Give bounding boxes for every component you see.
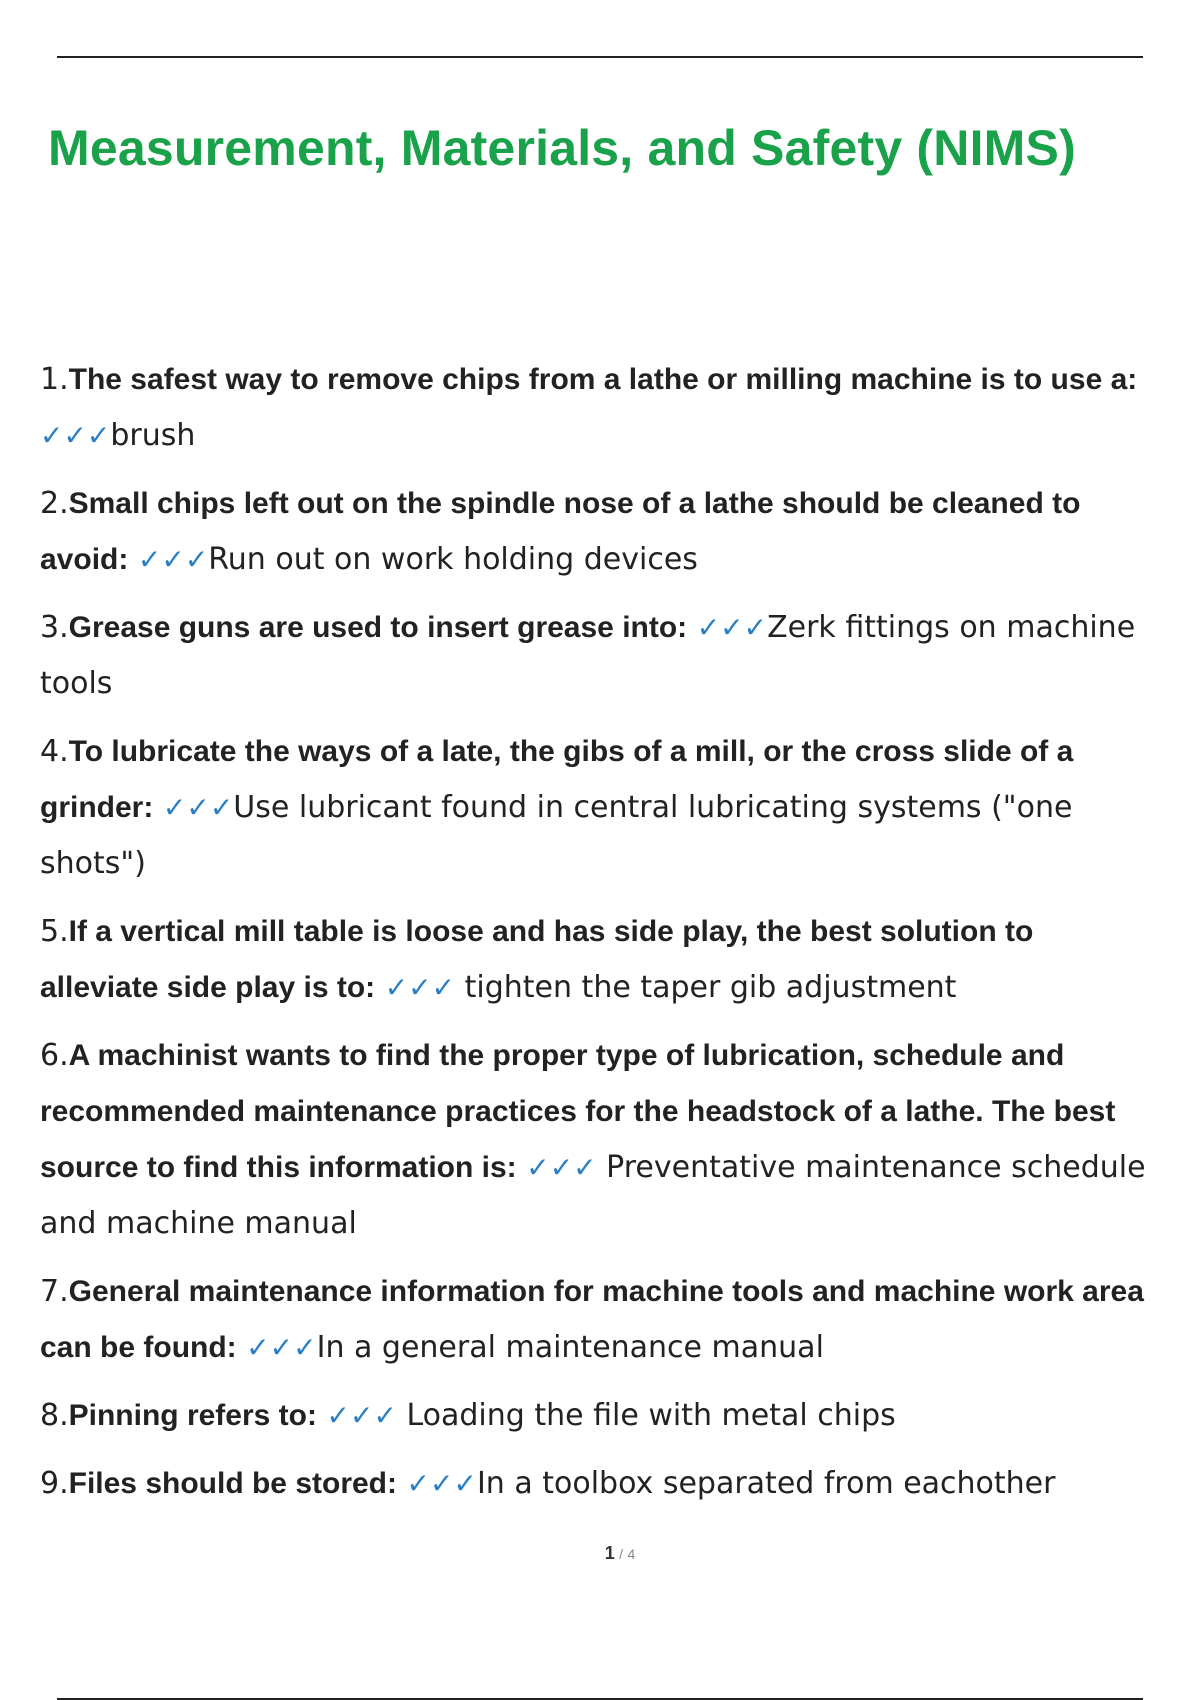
list-item: [40, 1264, 1160, 1376]
item-number: 1.: [40, 362, 69, 397]
question-text: Grease guns are used to insert grease into:: [68, 611, 688, 644]
question-text: A machinist wants to find the proper type of lubrication, schedule and recommended maintenance practices for the headstock of a lathe. The best source to find this information is:: [40, 1039, 1116, 1184]
answer-text: In a toolbox separated from eachother: [476, 1466, 1056, 1501]
question-list: [40, 352, 1160, 1524]
question-text: The safest way to remove chips from a lathe or milling machine is to use a:: [68, 363, 1138, 396]
answer-text: tighten the taper gib adjustment: [455, 970, 957, 1005]
list-item: [40, 476, 1160, 588]
list-item: [40, 600, 1160, 712]
question-text: To lubricate the ways of a late, the gibs of a mill, or the cross slide of a grinder:: [40, 735, 1074, 824]
question-text: If a vertical mill table is loose and has side play, the best solution to alleviate side play is to:: [40, 915, 1034, 1004]
check-marks-icon: ✓✓✓: [137, 543, 209, 576]
check-marks-icon: ✓✓✓: [162, 791, 234, 824]
list-item: [40, 724, 1160, 892]
item-number: 5.: [40, 914, 69, 949]
list-item: [40, 1028, 1160, 1252]
page-separator: /: [619, 1546, 624, 1562]
question-text: Files should be stored:: [68, 1467, 397, 1500]
item-number: 7.: [40, 1274, 69, 1309]
check-marks-icon: ✓✓✓: [696, 611, 768, 644]
question-text: Small chips left out on the spindle nose of a lathe should be cleaned to avoid:: [40, 487, 1081, 576]
check-marks-icon: ✓✓✓: [326, 1399, 397, 1432]
list-item: [40, 1388, 1160, 1444]
check-marks-icon: ✓✓✓: [246, 1331, 317, 1364]
list-item: [40, 352, 1160, 464]
item-number: 4.: [40, 734, 69, 769]
item-number: 6.: [40, 1038, 69, 1073]
answer-text: Use lubricant found in central lubricating systems ("one shots"): [40, 790, 1073, 881]
answer-text: brush: [110, 418, 196, 453]
item-number: 2.: [40, 486, 69, 521]
check-marks-icon: ✓✓✓: [40, 419, 111, 452]
total-pages: 4: [627, 1546, 636, 1562]
answer-text: Preventative maintenance schedule and machine manual: [40, 1150, 1146, 1241]
check-marks-icon: ✓✓✓: [406, 1467, 477, 1500]
check-marks-icon: ✓✓✓: [526, 1151, 597, 1184]
list-item: [40, 1456, 1160, 1512]
answer-text: Run out on work holding devices: [208, 542, 698, 577]
list-item: [40, 904, 1160, 1016]
question-text: General maintenance information for machine tools and machine work area can be found:: [40, 1275, 1144, 1364]
question-text: Pinning refers to:: [68, 1399, 317, 1432]
page-title: Measurement, Materials, and Safety (NIMS): [48, 120, 1076, 176]
item-number: 3.: [40, 610, 69, 645]
item-number: 8.: [40, 1398, 69, 1433]
top-divider: [57, 56, 1143, 58]
answer-text: Zerk fittings on machine tools: [40, 610, 1136, 701]
answer-text: In a general maintenance manual: [316, 1330, 824, 1365]
item-number: 9.: [40, 1466, 69, 1501]
current-page: 1: [604, 1543, 615, 1563]
check-marks-icon: ✓✓✓: [384, 971, 456, 1004]
page-number: [0, 1543, 1200, 1564]
answer-text: Loading the file with metal chips: [396, 1398, 896, 1433]
